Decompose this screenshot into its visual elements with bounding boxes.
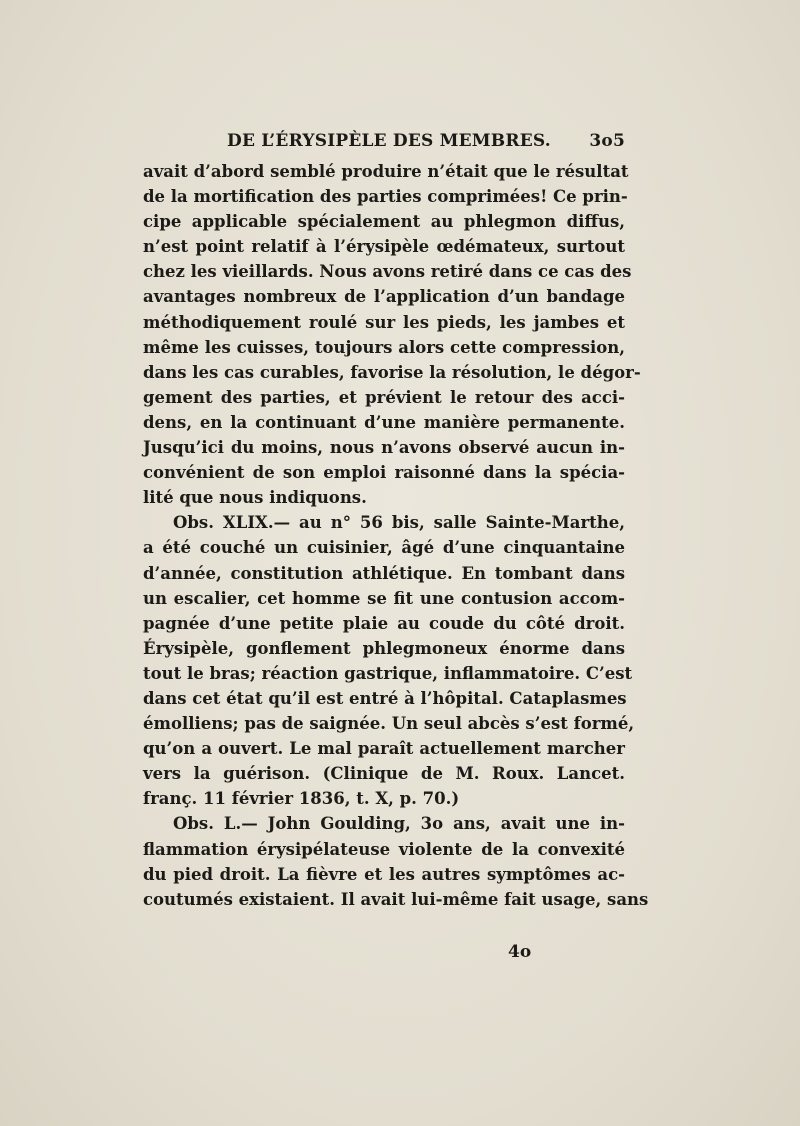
text-line: dans cet état qu’il est entré à l’hôpital. Cataplasmes	[143, 688, 627, 708]
observation-heading-line: Obs. XLIX.— au n° 56 bis, salle Sainte-Marthe,	[173, 513, 625, 533]
text-line: convénient de son emploi raisonné dans la spécia-	[143, 463, 625, 483]
running-title: DE L’ÉRYSIPÈLE DES MEMBRES.	[227, 131, 551, 151]
text-line: flammation érysipélateuse violente de la convexité	[143, 839, 625, 859]
text-line: d’année, constitution athlétique. En tombant dans	[143, 563, 625, 583]
text-line: dans les cas curables, favorise la résolution, le dégor-	[143, 362, 641, 382]
text-line: dens, en la continuant d’une manière permanente.	[143, 412, 625, 432]
text-line: avantages nombreux de l’application d’un bandage	[143, 287, 625, 307]
text-line: Érysipèle, gonflement phlegmoneux énorme dans	[143, 638, 625, 658]
text-line: Jusqu’ici du moins, nous n’avons observé aucun in-	[143, 438, 625, 458]
text-line: a été couché un cuisinier, âgé d’une cinquantaine	[143, 538, 625, 558]
text-line: émolliens; pas de saignée. Un seul abcès s’est formé,	[143, 714, 635, 734]
body-text	[143, 159, 649, 912]
page-number: 3o5	[589, 131, 625, 151]
text-line: cipe applicable spécialement au phlegmon diffus,	[143, 212, 625, 232]
observation-heading-line: Obs. L.— John Goulding, 3o ans, avait une in-	[173, 814, 625, 834]
text-line: vers la guérison. (Clinique de M. Roux. Lancet.	[143, 764, 625, 784]
text-line: méthodiquement roulé sur les pieds, les jambes et	[143, 312, 625, 332]
text-line: qu’on a ouvert. Le mal paraît actuellement marcher	[143, 739, 625, 759]
text-line: tout le bras; réaction gastrique, inflammatoire. C’est	[143, 663, 633, 683]
text-line: un escalier, cet homme se fit une contusion accom-	[143, 588, 625, 608]
signature-mark: 4o	[508, 942, 532, 962]
citation-line: franç. 11 février 1836, t. X, p. 70.)	[143, 789, 460, 809]
text-line: lité que nous indiquons.	[143, 488, 367, 508]
text-line: chez les vieillards. Nous avons retiré dans ce cas des	[143, 262, 632, 282]
text-line: gement des parties, et prévient le retour des acci-	[143, 387, 625, 407]
text-line: même les cuisses, toujours alors cette compression,	[143, 337, 625, 357]
text-line: avait d’abord semblé produire n’était que le résultat	[143, 162, 629, 181]
text-line: du pied droit. La fièvre et les autres symptômes ac-	[143, 864, 625, 884]
text-line: pagnée d’une petite plaie au coude du côté droit.	[143, 613, 625, 633]
text-line: coutumés existaient. Il avait lui-même fait usage, sans	[143, 889, 649, 909]
page-header	[143, 131, 625, 157]
text-line: de la mortification des parties comprimées! Ce prin-	[143, 187, 628, 207]
text-line: n’est point relatif à l’érysipèle œdémateux, surtout	[143, 237, 625, 257]
